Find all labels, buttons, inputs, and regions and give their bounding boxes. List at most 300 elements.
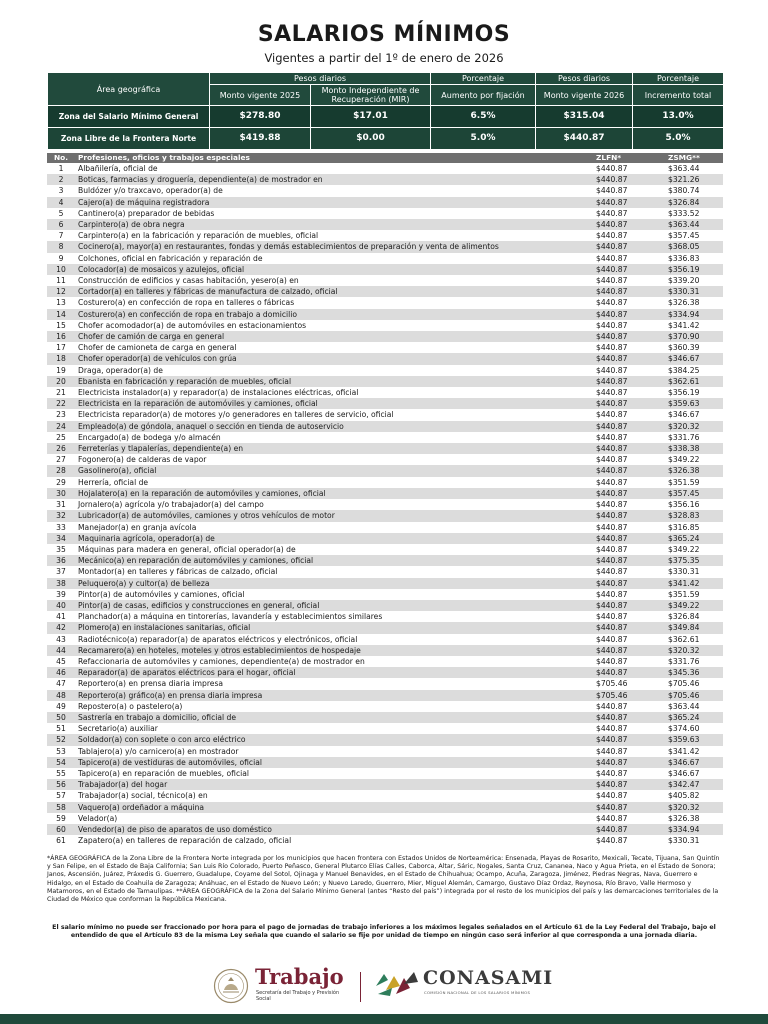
zsmg-value: $370.90 bbox=[665, 331, 723, 342]
table-row bbox=[47, 645, 723, 656]
zsmg-value: $384.25 bbox=[668, 365, 700, 375]
zlfn-value: $440.87 bbox=[596, 567, 628, 577]
row-number: 44 bbox=[47, 645, 75, 656]
row-number: 2 bbox=[47, 174, 75, 185]
group-header-pesos: Pesos diarios bbox=[210, 73, 431, 85]
row-number: 3 bbox=[58, 186, 64, 196]
profession-name: Albañilería, oficial de bbox=[78, 164, 158, 173]
zsmg-value: $349.22 bbox=[668, 544, 700, 554]
table-row bbox=[47, 611, 723, 622]
row-number: 7 bbox=[58, 231, 64, 241]
zlfn-value: $440.87 bbox=[596, 656, 628, 666]
zsmg-value: $375.35 bbox=[665, 555, 723, 566]
profession-name: Jornalero(a) agrícola y/o trabajador(a) del campo bbox=[78, 500, 264, 510]
row-number: 55 bbox=[56, 768, 66, 778]
row-number: 48 bbox=[47, 690, 75, 701]
zsmg-value: $349.22 bbox=[668, 455, 700, 465]
profession-name: Planchador(a) a máquina en tintorerías, lavandería y establecimientos similares bbox=[78, 612, 383, 622]
zlfn-value: $440.87 bbox=[596, 186, 628, 196]
profession-name: Tablajero(a) y/o carnicero(a) en mostrador bbox=[78, 746, 239, 756]
table-row bbox=[47, 678, 723, 689]
table-row bbox=[47, 163, 723, 174]
table-row bbox=[47, 376, 723, 387]
zlfn-value: $440.87 bbox=[596, 164, 628, 173]
zsmg-value: $326.38 bbox=[665, 465, 723, 476]
zlfn-value: $440.87 bbox=[593, 734, 665, 745]
profession-name: Mecánico(a) en reparación de automóviles y camiones, oficial bbox=[75, 555, 593, 566]
profession-name: Máquinas para madera en general, oficial operador(a) de bbox=[78, 544, 296, 554]
row-number: 45 bbox=[56, 656, 66, 666]
profession-name: Pintor(a) de casas, edificios y construcciones en general, oficial bbox=[75, 600, 593, 611]
zsmg-value: $351.59 bbox=[668, 589, 700, 599]
table-row bbox=[47, 432, 723, 443]
table-row bbox=[47, 264, 723, 275]
zlfn-value: $440.87 bbox=[593, 353, 665, 364]
trabajo-logo-text: Trabajo bbox=[255, 964, 344, 989]
table-row bbox=[47, 454, 723, 465]
table-row bbox=[47, 309, 723, 320]
table-row bbox=[47, 835, 723, 846]
table-row bbox=[47, 275, 723, 286]
profession-name: Carpintero(a) en la fabricación y reparación de muebles, oficial bbox=[78, 231, 319, 241]
profession-name: Empleado(a) de góndola, anaquel o sección en tienda de autoservicio bbox=[75, 421, 593, 432]
zlfn-value: $440.87 bbox=[593, 197, 665, 208]
zsmg-value: $356.19 bbox=[665, 264, 723, 275]
zsmg-value: $405.82 bbox=[668, 791, 700, 801]
profession-name: Ebanista en fabricación y reparación de muebles, oficial bbox=[75, 376, 593, 387]
zlfn-value: $705.46 bbox=[593, 690, 665, 701]
row-number: 30 bbox=[47, 488, 75, 499]
table-row bbox=[47, 667, 723, 678]
table-row bbox=[47, 342, 723, 353]
zsmg-value: $351.59 bbox=[668, 477, 700, 487]
mir-value: $17.01 bbox=[311, 106, 431, 128]
zlfn-value: $440.87 bbox=[593, 443, 665, 454]
zlfn-value: $440.87 bbox=[596, 836, 628, 846]
row-number: 15 bbox=[56, 320, 66, 330]
row-number: 31 bbox=[56, 500, 66, 510]
profession-name: Repostero(a) o pastelero(a) bbox=[78, 701, 183, 711]
zlfn-value: $440.87 bbox=[596, 500, 628, 510]
table-row bbox=[47, 701, 723, 712]
profession-name: Radiotécnico(a) reparador(a) de aparatos eléctricos y electrónicos, oficial bbox=[78, 634, 358, 644]
row-number: 27 bbox=[56, 455, 66, 465]
zlfn-value: $440.87 bbox=[593, 465, 665, 476]
profession-name: Chofer acomodador(a) de automóviles en estacionamientos bbox=[78, 320, 307, 330]
table-row bbox=[47, 197, 723, 208]
monto-2026-value: $440.87 bbox=[536, 128, 633, 150]
table-row bbox=[47, 656, 723, 667]
monto-2025-value: $419.88 bbox=[210, 128, 311, 150]
zlfn-value: $440.87 bbox=[596, 544, 628, 554]
group-header-porcentaje: Porcentaje bbox=[431, 73, 536, 85]
salary-table-header bbox=[47, 153, 723, 163]
profession-name: Secretario(a) auxiliar bbox=[78, 724, 158, 734]
row-number: 5 bbox=[58, 208, 64, 218]
zsmg-value: $341.42 bbox=[665, 578, 723, 589]
conasami-logo-text: CONASAMI bbox=[423, 967, 554, 989]
profession-name: Costurero(a) en confección de ropa en trabajo a domicilio bbox=[75, 309, 593, 320]
table-row bbox=[47, 802, 723, 813]
zlfn-value: $440.87 bbox=[596, 208, 628, 218]
profession-name: Carpintero(a) de obra negra bbox=[75, 219, 593, 230]
row-number: 60 bbox=[47, 824, 75, 835]
table-row bbox=[47, 578, 723, 589]
zone-name: Zona del Salario Mínimo General bbox=[48, 106, 210, 128]
profession-name: Buldózer y/o traxcavo, operador(a) de bbox=[78, 186, 223, 196]
zone-name: Zona Libre de la Frontera Norte bbox=[48, 128, 210, 150]
zlfn-value: $440.87 bbox=[596, 365, 628, 375]
zsmg-value: $363.44 bbox=[668, 164, 700, 173]
zsmg-value: $349.84 bbox=[665, 622, 723, 633]
zlfn-value: $440.87 bbox=[593, 174, 665, 185]
zsmg-value: $331.76 bbox=[668, 432, 700, 442]
profession-name: Montador(a) en talleres y fábricas de calzado, oficial bbox=[78, 567, 278, 577]
zlfn-value: $440.87 bbox=[593, 219, 665, 230]
zsmg-value: $363.44 bbox=[665, 219, 723, 230]
zlfn-value: $440.87 bbox=[596, 522, 628, 532]
profession-name: Cocinero(a), mayor(a) en restaurantes, fondas y demás establecimientos de preparación y venta de alimentos bbox=[75, 241, 593, 252]
zsmg-value: $362.61 bbox=[668, 634, 700, 644]
row-number: 23 bbox=[56, 410, 66, 420]
zsmg-value: $330.31 bbox=[668, 567, 700, 577]
profession-name: Peluquero(a) y cultor(a) de belleza bbox=[75, 578, 593, 589]
row-number: 34 bbox=[47, 533, 75, 544]
zone-row bbox=[48, 106, 724, 128]
table-row bbox=[47, 241, 723, 252]
table-row bbox=[47, 734, 723, 745]
zlfn-value: $440.87 bbox=[596, 388, 628, 398]
profession-name: Refaccionaria de automóviles y camiones, dependiente(a) de mostrador en bbox=[78, 656, 365, 666]
col-incremento: Incremento total bbox=[633, 85, 724, 106]
zlfn-value: $440.87 bbox=[593, 824, 665, 835]
row-number: 39 bbox=[56, 589, 66, 599]
page-subtitle: Vigentes a partir del 1º de enero de 2026 bbox=[264, 51, 504, 65]
table-row bbox=[47, 353, 723, 364]
zsmg-value: $356.19 bbox=[668, 388, 700, 398]
zlfn-value: $440.87 bbox=[593, 712, 665, 723]
conasami-logo-icon bbox=[374, 966, 420, 1000]
table-row bbox=[47, 174, 723, 185]
row-number: 9 bbox=[58, 253, 64, 263]
row-number: 4 bbox=[47, 197, 75, 208]
zlfn-value: $440.87 bbox=[596, 298, 628, 308]
zsmg-value: $360.39 bbox=[668, 343, 700, 353]
zlfn-value: $440.87 bbox=[593, 309, 665, 320]
monto-2025-value: $278.80 bbox=[210, 106, 311, 128]
row-number: 59 bbox=[56, 813, 66, 823]
table-row bbox=[47, 589, 723, 600]
zlfn-value: $440.87 bbox=[593, 555, 665, 566]
zlfn-value: $440.87 bbox=[596, 320, 628, 330]
zsmg-value: $316.85 bbox=[668, 522, 700, 532]
table-row bbox=[47, 600, 723, 611]
zsmg-value: $362.61 bbox=[665, 376, 723, 387]
group-header-pesos-2026: Pesos diarios bbox=[536, 73, 633, 85]
zlfn-value: $440.87 bbox=[593, 533, 665, 544]
row-number: 58 bbox=[47, 802, 75, 813]
zlfn-value: $705.46 bbox=[596, 679, 628, 689]
table-row bbox=[47, 723, 723, 734]
profession-name: Trabajador(a) social, técnico(a) en bbox=[78, 791, 208, 801]
zsmg-value: $359.63 bbox=[665, 734, 723, 745]
page-title: SALARIOS MÍNIMOS bbox=[257, 22, 511, 47]
table-row bbox=[47, 443, 723, 454]
col-mir: Monto Independiente de Recuperación (MIR) bbox=[311, 85, 431, 106]
zlfn-value: $440.87 bbox=[596, 231, 628, 241]
table-row bbox=[47, 779, 723, 790]
zlfn-value: $440.87 bbox=[596, 432, 628, 442]
profession-name: Electricista reparador(a) de motores y/o generadores en talleres de servicio, oficial bbox=[78, 410, 394, 420]
profession-name: Tapicero(a) de vestiduras de automóviles, oficial bbox=[75, 757, 593, 768]
profession-name: Herrería, oficial de bbox=[78, 477, 149, 487]
table-row bbox=[47, 499, 723, 510]
row-number: 6 bbox=[47, 219, 75, 230]
row-number: 32 bbox=[47, 510, 75, 521]
table-row bbox=[47, 387, 723, 398]
profession-name: Hojalatero(a) en la reparación de automóviles y camiones, oficial bbox=[75, 488, 593, 499]
zlfn-value: $440.87 bbox=[593, 645, 665, 656]
profession-name: Soldador(a) con soplete o con arco eléctrico bbox=[75, 734, 593, 745]
row-number: 52 bbox=[47, 734, 75, 745]
profession-name: Draga, operador(a) de bbox=[78, 365, 163, 375]
zlfn-value: $440.87 bbox=[596, 276, 628, 286]
zlfn-value: $440.87 bbox=[593, 421, 665, 432]
zsmg-value: $374.60 bbox=[668, 724, 700, 734]
profession-name: Vendedor(a) de piso de aparatos de uso doméstico bbox=[75, 824, 593, 835]
national-seal-icon bbox=[213, 968, 249, 1004]
zsmg-value: $342.47 bbox=[665, 779, 723, 790]
row-number: 41 bbox=[56, 612, 66, 622]
zlfn-value: $440.87 bbox=[596, 343, 628, 353]
table-row bbox=[47, 824, 723, 835]
row-number: 26 bbox=[47, 443, 75, 454]
row-number: 28 bbox=[47, 465, 75, 476]
zlfn-value: $440.87 bbox=[593, 622, 665, 633]
zsmg-value: $320.32 bbox=[665, 421, 723, 432]
zsmg-value: $341.42 bbox=[668, 320, 700, 330]
geographic-footnote: *ÁREA GEOGRÁFICA de la Zona Libre de la Frontera Norte integrada por los municipios que hacen frontera con Estados Unidos de Norteamérica: Ensenada, Playas de Rosarito, Mexicali, Tecate, Tijuana, San Quintín y San Felipe, en el Estado de Baja California; San Luis Río Colorado, Puerto Peñasco, General Plutarco Elías Calles, Caborca, Altar, Sáric, Nogales, Santa Cruz, Cananea, Naco y Agua Prieta, en el Estado de Sonora; Janos, Ascensión, Juárez, Práxedis G. Guerrero, Guadalupe, Coyame del Sotol, Ojinaga y Manuel Benavides, en el Estado de Chihuahua; Ocampo, Acuña, Zaragoza, Jiménez, Piedras Negras, Nava, Guerrero e Hidalgo, en el Estado de Coahuila de Zaragoza; Anáhuac, en el Estado de Nuevo León; y Nuevo Laredo, Guerrero, Mier, Miguel Alemán, Camargo, Gustavo Díaz Ordaz, Reynosa, Río Bravo, Valle Hermoso y Matamoros, en el Estado de Tamaulipas. **ÁREA GEOGRÁFICA de la Zona del Salario Mínimo General (antes “Resto del país”) integrada por el resto de los municipios del país y las demarcaciones territoriales de la Ciudad de México que conforman la República Mexicana. bbox=[47, 855, 720, 904]
profession-name: Plomero(a) en instalaciones sanitarias, oficial bbox=[75, 622, 593, 633]
row-number: 61 bbox=[56, 836, 66, 846]
profession-name: Zapatero(a) en talleres de reparación de calzado, oficial bbox=[78, 836, 292, 846]
table-row bbox=[47, 320, 723, 331]
table-row bbox=[47, 622, 723, 633]
zsmg-value: $341.42 bbox=[668, 746, 700, 756]
profession-name: Reparador(a) de aparatos eléctricos para el hogar, oficial bbox=[75, 667, 593, 678]
col-aumento: Aumento por fijación bbox=[431, 85, 536, 106]
zsmg-value: $320.32 bbox=[665, 802, 723, 813]
row-number: 49 bbox=[56, 701, 66, 711]
table-row bbox=[47, 409, 723, 420]
profession-name: Electricista instalador(a) y reparador(a) de instalaciones eléctricas, oficial bbox=[78, 388, 359, 398]
conasami-subtitle: COMISIÓN NACIONAL DE LOS SALARIOS MÍNIMOS bbox=[424, 990, 531, 995]
zsmg-value: $338.38 bbox=[665, 443, 723, 454]
table-row bbox=[47, 185, 723, 196]
zsmg-value: $346.67 bbox=[665, 757, 723, 768]
zsmg-value: $331.76 bbox=[668, 656, 700, 666]
table-row bbox=[47, 465, 723, 476]
row-number: 22 bbox=[47, 398, 75, 409]
profession-name: Costurero(a) en confección de ropa en talleres o fábricas bbox=[78, 298, 295, 308]
row-number: 38 bbox=[47, 578, 75, 589]
row-number: 57 bbox=[56, 791, 66, 801]
col-no: No. bbox=[47, 153, 75, 163]
profession-name: Trabajador(a) del hogar bbox=[75, 779, 593, 790]
zsmg-value: $359.63 bbox=[665, 398, 723, 409]
profession-name: Cantinero(a) preparador de bebidas bbox=[78, 208, 215, 218]
row-number: 19 bbox=[56, 365, 66, 375]
zlfn-value: $440.87 bbox=[596, 455, 628, 465]
zsmg-value: $330.31 bbox=[665, 286, 723, 297]
table-row bbox=[47, 208, 723, 219]
table-row bbox=[47, 544, 723, 555]
row-number: 47 bbox=[56, 679, 66, 689]
row-number: 53 bbox=[56, 746, 66, 756]
zsmg-value: $365.24 bbox=[665, 712, 723, 723]
trabajo-subtitle: Secretaría del Trabajo y Previsión Social bbox=[256, 990, 340, 1002]
zlfn-value: $440.87 bbox=[596, 791, 628, 801]
table-row bbox=[47, 690, 723, 701]
profession-name: Tapicero(a) en reparación de muebles, oficial bbox=[78, 768, 249, 778]
zsmg-value: $326.84 bbox=[665, 197, 723, 208]
zsmg-value: $705.46 bbox=[668, 679, 700, 689]
zsmg-value: $339.20 bbox=[668, 276, 700, 286]
zlfn-value: $440.87 bbox=[593, 286, 665, 297]
row-number: 50 bbox=[47, 712, 75, 723]
zlfn-value: $440.87 bbox=[596, 724, 628, 734]
summary-table bbox=[47, 72, 724, 150]
table-row bbox=[47, 253, 723, 264]
zsmg-value: $380.74 bbox=[668, 186, 700, 196]
zlfn-value: $440.87 bbox=[596, 612, 628, 622]
zlfn-value: $440.87 bbox=[596, 634, 628, 644]
zone-row bbox=[48, 128, 724, 150]
row-number: 40 bbox=[47, 600, 75, 611]
zsmg-value: $365.24 bbox=[665, 533, 723, 544]
zlfn-value: $440.87 bbox=[593, 779, 665, 790]
zlfn-value: $440.87 bbox=[593, 757, 665, 768]
profession-name: Cortador(a) en talleres y fábricas de manufactura de calzado, oficial bbox=[75, 286, 593, 297]
row-number: 20 bbox=[47, 376, 75, 387]
row-number: 36 bbox=[47, 555, 75, 566]
profession-name: Maquinaria agrícola, operador(a) de bbox=[75, 533, 593, 544]
profession-name: Recamarero(a) en hoteles, moteles y otros establecimientos de hospedaje bbox=[75, 645, 593, 656]
profession-name: Pintor(a) de automóviles y camiones, oficial bbox=[78, 589, 245, 599]
zlfn-value: $440.87 bbox=[596, 768, 628, 778]
profession-name: Construcción de edificios y casas habitación, yesero(a) en bbox=[78, 276, 299, 286]
row-number: 24 bbox=[47, 421, 75, 432]
row-number: 29 bbox=[56, 477, 66, 487]
salary-table-body bbox=[47, 163, 723, 846]
monto-2026-value: $315.04 bbox=[536, 106, 633, 128]
table-row bbox=[47, 555, 723, 566]
zlfn-value: $440.87 bbox=[593, 376, 665, 387]
row-number: 25 bbox=[56, 432, 66, 442]
zlfn-value: $440.87 bbox=[593, 802, 665, 813]
profession-name: Chofer de camioneta de carga en general bbox=[78, 343, 237, 353]
table-row bbox=[47, 477, 723, 488]
profession-name: Sastrería en trabajo a domicilio, oficial de bbox=[75, 712, 593, 723]
profession-name: Chofer operador(a) de vehículos con grúa bbox=[75, 353, 593, 364]
row-number: 33 bbox=[56, 522, 66, 532]
zsmg-value: $330.31 bbox=[668, 836, 700, 846]
group-header-porcentaje-total: Porcentaje bbox=[633, 73, 724, 85]
profession-name: Fogonero(a) de calderas de vapor bbox=[78, 455, 207, 465]
zsmg-value: $357.45 bbox=[665, 488, 723, 499]
zsmg-value: $363.44 bbox=[668, 701, 700, 711]
incremento-value: 13.0% bbox=[633, 106, 724, 128]
table-row bbox=[47, 230, 723, 241]
zsmg-value: $321.26 bbox=[665, 174, 723, 185]
zsmg-value: $346.67 bbox=[668, 768, 700, 778]
profession-name: Electricista en la reparación de automóviles y camiones, oficial bbox=[75, 398, 593, 409]
zlfn-value: $440.87 bbox=[593, 488, 665, 499]
zlfn-value: $440.87 bbox=[593, 667, 665, 678]
profession-name: Manejador(a) en granja avícola bbox=[78, 522, 197, 532]
table-row bbox=[47, 533, 723, 544]
profession-name: Boticas, farmacias y droguería, dependiente(a) de mostrador en bbox=[75, 174, 593, 185]
row-number: 51 bbox=[56, 724, 66, 734]
table-row bbox=[47, 398, 723, 409]
table-row bbox=[47, 510, 723, 521]
profession-name: Reportero(a) gráfico(a) en prensa diaria impresa bbox=[75, 690, 593, 701]
zsmg-value: $333.52 bbox=[668, 208, 700, 218]
table-row bbox=[47, 522, 723, 533]
aumento-value: 6.5% bbox=[431, 106, 536, 128]
table-row bbox=[47, 712, 723, 723]
table-row bbox=[47, 634, 723, 645]
zsmg-value: $357.45 bbox=[668, 231, 700, 241]
row-number: 56 bbox=[47, 779, 75, 790]
profession-name: Reportero(a) en prensa diaria impresa bbox=[78, 679, 224, 689]
zlfn-value: $440.87 bbox=[593, 510, 665, 521]
zlfn-value: $440.87 bbox=[596, 746, 628, 756]
row-number: 42 bbox=[47, 622, 75, 633]
profession-name: Gasolinero(a), oficial bbox=[75, 465, 593, 476]
table-row bbox=[47, 219, 723, 230]
logo-divider bbox=[360, 972, 361, 1002]
zlfn-value: $440.87 bbox=[593, 600, 665, 611]
table-row bbox=[47, 365, 723, 376]
table-row bbox=[47, 813, 723, 824]
row-number: 1 bbox=[58, 164, 64, 173]
zsmg-value: $320.32 bbox=[665, 645, 723, 656]
zlfn-value: $440.87 bbox=[593, 398, 665, 409]
row-number: 21 bbox=[56, 388, 66, 398]
zsmg-value: $345.36 bbox=[665, 667, 723, 678]
profession-name: Encargado(a) de bodega y/o almacén bbox=[78, 432, 221, 442]
row-number: 11 bbox=[56, 276, 66, 286]
zsmg-value: $356.16 bbox=[668, 500, 700, 510]
profession-name: Vaquero(a) ordeñador a máquina bbox=[75, 802, 593, 813]
col-zlfn: ZLFN* bbox=[593, 153, 665, 163]
zlfn-value: $440.87 bbox=[596, 589, 628, 599]
row-number: 35 bbox=[56, 544, 66, 554]
legal-notice: El salario mínimo no puede ser fraccionado por hora para el pago de jornadas de trabajo inferiores a los máximos legales señalados en el Artículo 61 de la Ley Federal del Trabajo, bajo el entendido de que el Artículo 83 de la misma Ley señala que cuando el salario se fije por unidad de tiempo en ningún caso será inferior al que corresponda a una jornada diaria. bbox=[52, 924, 716, 940]
zsmg-value: $368.05 bbox=[665, 241, 723, 252]
row-number: 14 bbox=[47, 309, 75, 320]
profession-name: Colchones, oficial en fabricación y reparación de bbox=[78, 253, 263, 263]
table-row bbox=[47, 488, 723, 499]
salary-table bbox=[47, 153, 723, 846]
zlfn-value: $440.87 bbox=[596, 813, 628, 823]
col-profesion: Profesiones, oficios y trabajos especiales bbox=[75, 153, 593, 163]
col-monto-2025: Monto vigente 2025 bbox=[210, 85, 311, 106]
mir-value: $0.00 bbox=[311, 128, 431, 150]
zsmg-value: $326.84 bbox=[668, 612, 700, 622]
zlfn-value: $440.87 bbox=[596, 477, 628, 487]
